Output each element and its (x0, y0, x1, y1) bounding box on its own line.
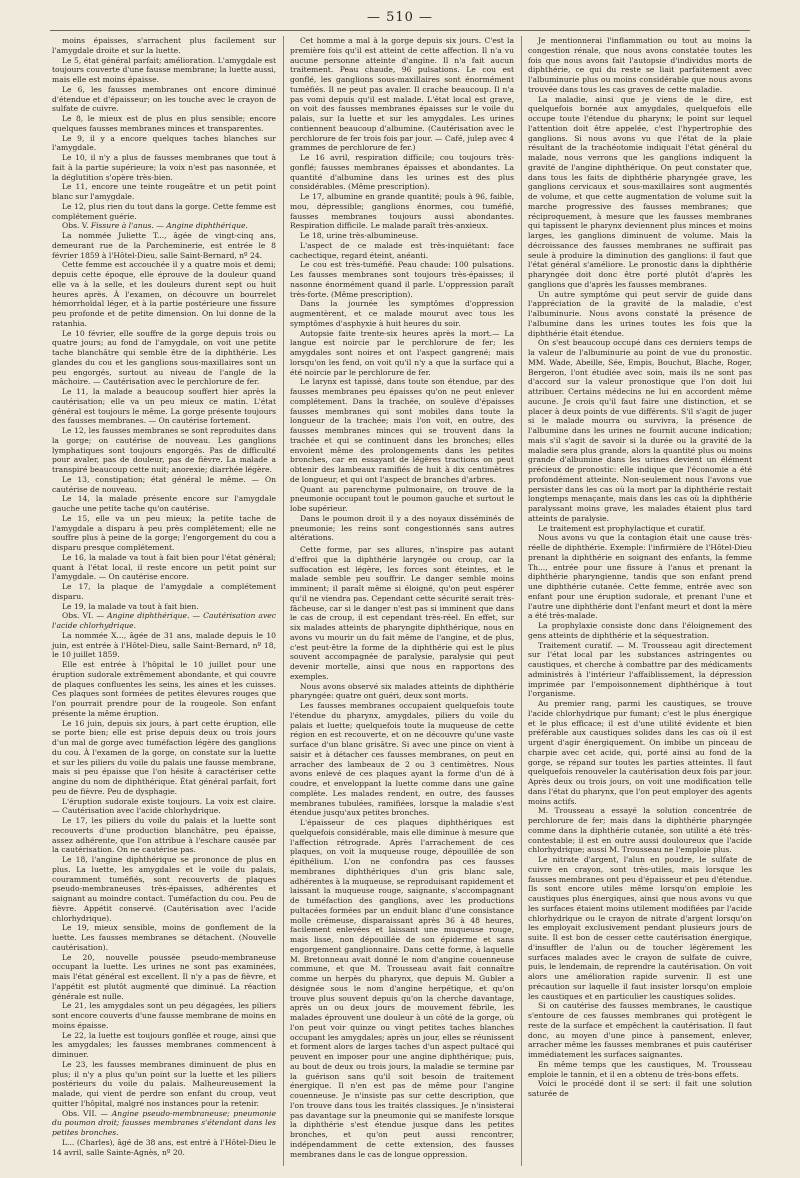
paragraph: Le 16, la malade va tout à fait bien pour l'état général; quant à l'état local, il reste encore un petit point sur l'amygdale. — On cautérise encore. (52, 552, 276, 582)
paragraph: M. Trousseau a essayé la solution concentrée de perchlorure de fer; mais dans la diphthérie pharyngée comme dans la diphthérie cutanée, son utilité a été très-contestable; il est en outre aussi douloureux que l'acide chlorhydrique; aussi M. Trousseau ne l'emploie plus. (528, 806, 752, 855)
paragraph: Le 16 juin, depuis six jours, à part cette éruption, elle se porte bien; elle est prise depuis deux ou trois jours d'un mal de gorge avec tuméfaction légère des ganglions du cou. À l'examen de la gorge, on constate sur la luette et sur les piliers du voile du palais une fausse membrane, mais si peu épaisse que l'on hésite à caractériser cette angine du nom de diphthérique. État général parfait, fort peu de fièvre. Peu de dysphagie. (52, 718, 276, 796)
paragraph: Le 11, encore une teinte rougeâtre et un petit point blanc sur l'amygdale. (52, 182, 276, 201)
paragraph: Traitement curatif. — M. Trousseau agit directement sur l'état local par les substances astringentes ou caustiques, et cherche à combattre par des médicaments administrés à l'intérieur l'affaiblissement, la dépression imprimée par l'empoisonnement diphthérique à tout l'organisme. (528, 640, 752, 699)
paragraph: Le 9, il y a encore quelques taches blanches sur l'amygdale. (52, 133, 276, 153)
paragraph: Le 22, la luette est toujours gonflée et rouge, ainsi que les amygdales; les fausses membranes commencent à diminuer. (52, 1030, 276, 1059)
paragraph: Le 17, la plaque de l'amygdale a complétement disparu. (52, 582, 276, 601)
paragraph: Le 16 avril, respiration difficile; cou toujours très-gonflé; fausses membranes épaisses et abondantes. La quantité d'albumine dans les urines est des plus considérables. (Même prescription). (290, 153, 514, 192)
paragraph: La nommée Juliette T..., âgée de vingt-cinq ans, demeurant rue de la Parcheminerie, est entrée le 8 février 1859 à l'Hôtel-Dieu, salle Saint-Bernard, nº 24. (52, 231, 276, 260)
paragraph: Je mentionnerai l'inflammation ou tout au moins la congestion rénale, que nous avons constatée toutes les fois que nous avons fait l'autopsie d'individus morts de diphthérie, ce qui du reste se liait parfaitement avec l'albuminurie plus ou moins considérable que nous avons trouvée dans tous les cas graves de cette maladie. (528, 36, 752, 94)
paragraph: Le 15, elle va un peu mieux; la petite tache de l'amygdale a disparu à peu près complétement; elle ne souffre plus à peine de la gorge; l'engorgement du cou a disparu presque complétement. (52, 513, 276, 552)
paragraph: Le 13, constipation; état général le même. — On cautérise de nouveau. (52, 474, 276, 494)
observation-label: Obs. VI. (62, 611, 94, 621)
paragraph: Dans le poumon droit il y a des noyaux disséminés de pneumonie; les reins sont congestionnés sans autres altérations. (290, 513, 514, 543)
paragraph: En même temps que les caustiques, M. Trousseau emploie le tannin, et il en a obtenu de très-bons effets. (528, 1059, 752, 1079)
paragraph: La maladie, ainsi que je viens de le dire, est quelquefois bornée aux amygdales, quelquefois elle occupe toute l'étendue du pharynx; le point sur lequel l'attention doit être appelée, c'est l'hypertrophie des ganglions. Si nous avons vu que l'état de la plaie résultant de la trachéotomie indiquait l'état général du malade, nous verrons que les ganglions indiquent la gravité de l'angine diphthérique. On peut constater que, dans tous les faits de diphthérie pharyngée grave, les ganglions cervicaux et sous-maxillaires sont augmentés de volume, et que cette augmentation de volume suit la marche progressive des fausses membranes; que réciproquement, à mesure que les fausses membranes qui tapissent le pharynx deviennent plus minces et moins larges, les ganglions diminuent de volume. Mais la décroissance des fausses membranes ne suffirait pas seule à produire la diminution des ganglions: il faut que l'état général s'améliore. Le pronostic dans la diphthérie pharyngée doit donc être porté plutôt d'après les ganglions que d'après les fausses membranes. (528, 94, 752, 289)
paragraph: Le 10 février, elle souffre de la gorge depuis trois ou quatre jours; au fond de l'amygdale, on voit une petite tache blanchâtre qui semble être de la diphthérie. Les glandes du cou et les ganglions sous-maxillaires sont un peu engorgés, surtout au niveau de l'angle de la mâchoire. — Cautérisation avec le perchlorure de fer. (52, 328, 276, 387)
paragraph: Nous avons vu que la contagion était une cause très-réelle de diphthérie. Exemple: l'infirmière de l'Hôtel-Dieu prenant la diphthérie en soignant des enfants, la femme Th..., entrée pour une fissure à l'anus et prenant la diphthérie pharyngienne, tandis que son enfant prend une diphthérie cutanée. Cette femme, entrée avec son enfant pour une éruption sudorale, et prenant l'une et l'autre une diphthérie dont l'enfant meurt et dont la mère a été très-malade. (528, 533, 752, 621)
observation-title: — Angine pseudo-membraneuse; pneumonie du poumon droit; fausses membranes s'étendant dans les petites bronches. (52, 1108, 276, 1137)
paragraph: Cette femme est accouchée il y a quatre mois et demi; depuis cette époque, elle éprouve de la douleur quand elle va à la selle, et les douleurs durent sept ou huit heures après. À l'examen, on découvre un bourrelet hémorrhoïdal léger, et à la partie postérieure une fissure peu profonde et de petite dimension. On lui donne de la ratanhia. (52, 260, 276, 328)
paragraph: Le 5, état général parfait; amélioration. L'amygdale est toujours couverte d'une fausse membrane; la luette aussi, mais elle est moins épaisse. (52, 55, 276, 84)
paragraph: Le 17, albumine en grande quantité; pouls à 96, faible, mou, dépressible; ganglions énormes, cou tuméfié, fausses membranes toujours aussi abondantes. Respiration difficile. Le malade paraît très-anxieux. (290, 192, 514, 231)
observation-label: Obs. V. (62, 221, 89, 231)
paragraph: Le 17, les piliers du voile du palais et la luette sont recouverts d'une production blanchâtre, peu épaisse, assez adhérente, que l'on attribue à l'eschare causée par la cautérisation. On ne cautérise pas. (52, 816, 276, 855)
page-number: — 510 — (366, 10, 434, 25)
paragraph: Le 8, le mieux est de plus en plus sensible; encore quelques fausses membranes minces et transparentes. (52, 114, 276, 133)
observation-heading (52, 1109, 276, 1138)
paragraph: Nous avons observé six malades atteints de diphthérie pharyngée: quatre ont guéri, deux sont morts. (290, 681, 514, 701)
observation-heading (52, 611, 276, 631)
paragraph: Le 14, la malade présente encore sur l'amygdale gauche une petite tache qu'on cautérise. (52, 494, 276, 513)
paragraph: On s'est beaucoup occupé dans ces derniers temps de la valeur de l'albuminurie au point de vue du pronostic. MM. Wade, Abeille, Sée, Empis, Bouchut, Blache, Roger, Bergeron, l'ont étudiée avec soin, mais ils ne sont pas d'accord sur la valeur pronostique que l'on doit lui attribuer. Certains médecins ne lui en accordent même aucune. Je crois qu'il faut faire une distinction, et se placer à deux points de vue différents. S'il s'agit de juger si le malade mourra ou survivra, la présence de l'albumine dans les urines ne fournit aucune indication; mais s'il s'agit de savoir si la durée ou la gravité de la maladie sera plus grande, alors la quantité plus ou moins grande d'albumine dans les urines devient un élément précieux de pronostic: elle indique que l'économie a été profondément atteinte. Non-seulement nous l'avons vue persister dans les cas où la mort par la diphthérie restait longtemps menaçante, mais dans les cas où la diphthérie paralyssant moins grave, les malades étaient plus tard atteints de paralysie. (528, 338, 752, 523)
article-columns (52, 36, 752, 1166)
paragraph: L'épaisseur de ces plaques diphthériques est quelquefois considérable, mais elle diminue à mesure que l'affection rétrograde. Après l'arrachement de ces plaques, on voit la muqueuse rouge, dépouillée de son épithélium. L'on ne confondra pas ces fausses membranes diphthériques d'un gris blanc sale, adhérentes à la muqueuse, se reproduisant rapidement et laissant la muqueuse rouge, saignante, s'accompagnant de tuméfaction des ganglions, avec les productions pultacées formées par un enduit blanc d'une consistance molle crémeuse, disparaissant après 36 à 48 heures, facilement enlevées et laissant une muqueuse rouge, mais lisse, non dépouillée de son épiderme et sans engorgement ganglionnaire. Dans cette forme, à laquelle M. Bretonneau avait donné le nom d'angine couenneuse commune, et que M. Trousseau avait fait connaître comme un herpès du pharynx, que depuis M. Gubler a désignée sous le nom d'angine herpétique, et qu'on trouve plus souvent depuis qu'on la cherche davantage, après un ou deux jours de mouvement fébrile, les malades éprouvent une douleur à un côté de la gorge, où l'on peut voir quinze ou vingt petites taches blanches occupant les amygdales; après un jour, elles se réunissent et forment alors de larges taches d'un aspect pultacé qui peuvent en imposer pour une angine diphthérique; puis, au bout de deux ou trois jours, la maladie se termine par la guérison sans qu'il soit besoin de traitement énergique. Il n'en est pas de même pour l'angine couenneuse. Je n'insiste pas sur cette description, que l'on trouve dans tous les traités classiques. Je n'insisterai pas davantage sur la pneumonie qui se manifeste lorsque la diphthérie s'est étendue jusque dans les petites bronches, et qu'on peut aussi rencontrer, indépendamment de cette extension, des fausses membranes dans le cas de longue oppression. (290, 818, 514, 1159)
paragraph: Le 12, les fausses membranes se sont reproduites dans la gorge; on cautérise de nouveau. Les ganglions lymphatiques sont toujours engorgés. Pas de difficulté pour avaler, pas de douleur, pas de fièvre. La malade a transpiré beaucoup cette nuit; anorexie; diarrhée légère. (52, 426, 276, 474)
paragraph: Le nitrate d'argent, l'alun en poudre, le sulfate de cuivre en crayon, sont très-utiles, mais lorsque les fausses membranes ont peu d'épaisseur et peu d'étendue. Ils sont encore utiles même lorsqu'on emploie les caustiques plus énergiques, ainsi que nous avons vu que les surfaces étaient moins utilement modifiées par l'acide chlorhydrique ou le crayon de nitrate d'argent lorsqu'on les employait exclusivement pendant plusieurs jours de suite. Il est bon de cesser cette cautérisation énergique, d'insuffler de l'alun ou de toucher légèrement les surfaces malades avec le crayon de sulfate de cuivre, puis, le lendemain, de reprendre la cautérisation. On voit alors une amélioration rapide survenir. Il est une précaution sur laquelle il faut insister lorsqu'on emploie les caustiques et en particulier les caustiques solides. (528, 855, 752, 1001)
paragraph: L'éruption sudorale existe toujours. La voix est claire. — Cautérisation avec l'acide chlorhydrique. (52, 796, 276, 816)
observation-heading (52, 221, 276, 231)
paragraph: Cette forme, par ses allures, n'inspire pas autant d'effroi que la diphthérie laryngée ou croup, car la suffocation est légère, les forces sont éteintes, et le malade semble peu souffrir. Le danger semble moins imminent; il paraît même si éloigné, qu'on peut espérer qu'il ne viendra pas. Cependant cette sécurité serait très-fâcheuse, car si le danger n'est pas si imminent que dans le cas de croup, il est cependant très-réel. En effet, sur six malades atteints de pharyngite diphthérique, nous en avons vu mourir un du fait même de l'angine, et de plus, c'est peut-être la forme de la diphthérie qui est le plus souvent accompagnée de paralysie, paralysie qui peut devenir mortelle, ainsi que nous en rapportons des exemples. (290, 545, 514, 681)
paragraph: Dans la journée les symptômes d'oppression augmentèrent, et ce malade mourut avec tous les symptômes d'asphyxie à huit heures du soir. (290, 299, 514, 328)
paragraph: Le 19, mieux sensible, moins de gonflement de la luette. Les fausses membranes se détachent. (Nouvelle cautérisation). (52, 923, 276, 952)
paragraph: Le 18, urine très-albumineuse. (300, 231, 419, 240)
observation-title: — Angine diphthérique. — Cautérisation avec l'acide chlorhydrique. (52, 611, 276, 630)
paragraph: Un autre symptôme qui peut servir de guide dans l'appréciation de la gravité de la maladie, c'est l'albuminurie. Nous avons constaté la présence de l'albumine dans les urines toutes les fois que la diphthérie était étendue. (528, 289, 752, 338)
paragraph: moins épaisses, s'arrachent plus facilement sur l'amygdale droite et sur la luette. (52, 36, 276, 55)
observation-label: Obs. VII. (62, 1108, 97, 1118)
paragraph: Le 20, nouvelle poussée pseudo-membraneuse occupant la luette. Les urines ne sont pas examinées, mais l'état général est excellent. Il n'y a pas de fièvre, et l'appétit est plutôt augmenté que diminué. La réaction générale est nulle. (52, 952, 276, 1001)
paragraph: Le 19, la malade va tout à fait bien. (62, 601, 199, 611)
paragraph: Le larynx est tapissé, dans toute son étendue, par des fausses membranes peu épaisses qu'on ne peut enlever complétement. Dans la trachée, on soulève d'épaisses fausses membranes qui sont mobiles dans toute la longueur de la trachée; mais l'on voit, en outre, des fausses membranes minces qui se trouvent dans la trachée et qui se continuent dans les bronches; elles envoient même des prolongements dans les petites bronches, car en essayant de légères tractions on peut obtenir des lambeaux ramifiés de huit à dix centimètres de longueur, et qui ont l'aspect de branches d'arbres. (290, 377, 514, 484)
paragraph: La nommée X..., âgée de 31 ans, malade depuis le 10 juin, est entrée à l'Hôtel-Dieu, salle Saint-Bernard, nº 18, le 10 juillet 1859. (52, 630, 276, 660)
paragraph: La prophylaxie consiste donc dans l'éloignement des gens atteints de diphthérie et la séquestration. (528, 621, 752, 640)
observation-title: Fissure à l'anus. — Angine diphthérique. (90, 221, 248, 231)
paragraph: Voici le procédé dont il se sert: il fait une solution saturée de (528, 1079, 752, 1098)
paragraph: Cet homme a mal à la gorge depuis six jours. C'est la première fois qu'il est atteint de cette affection. Il n'a vu aucune personne atteinte d'angine. Il n'a fait aucun traitement. Peau chaude, 96 pulsations. Le cou est gonflé, les ganglions sous-maxillaires sont énormément tuméfiés. Il ne peut pas avaler. Il crache beaucoup. Il n'a pas vomi depuis qu'il est malade. L'état local est grave, on voit des fausses membranes épaisses sur le voile du palais, sur la luette et sur les amygdales. Les urines contiennent beaucoup d'albumine. (Cautérisation avec le perchlorure de fer trois fois par jour. — Café, julep avec 4 grammes de perchlorure de fer.) (290, 36, 514, 153)
paragraph: Le 10, il n'y a plus de fausses membranes que tout à fait à la partie supérieure; la voix n'est pas nasonnée, et la déglutition s'opère très-bien. (52, 153, 276, 182)
paragraph: Le traitement est prophylactique et curatif. (538, 523, 706, 533)
paragraph: L... (Charles), âgé de 38 ans, est entré à l'Hôtel-Dieu le 14 avril, salle Sainte-Agnès, nº 20. (52, 1137, 276, 1157)
paragraph: Le 18, l'angine diphthérique se prononce de plus en plus. La luette, les amygdales et le voile du palais, couramment tuméfiés, sont recouverts de plaques pseudo-membraneuses très-épaisses, adhérentes et saignant au moindre contact. Tuméfaction du cou. Peu de fièvre. Appétit conservé. (Cautérisation avec l'acide chlorhydrique). (52, 855, 276, 923)
paragraph: L'aspect de ce malade est très-inquiétant: face cachectique, regard éteint, anéanti. (290, 240, 514, 260)
paragraph: Le 12, plus rien du tout dans la gorge. Cette femme est complétement guérie. (52, 201, 276, 221)
paragraph: Le 11, la malade a beaucoup souffert hier après la cautérisation; elle va un peu mieux ce matin. L'état général est toujours le même. La gorge présente toujours des fausses membranes. — On cautérise fortement. (52, 387, 276, 426)
paragraph: Autopsie faite trente-six heures après la mort.— La langue est noircie par le perchlorure de fer; les amygdales sont noires et ont l'aspect gangrené; mais lorsqu'on les fend, on voit qu'il n'y a que la surface qui a été noircie par le perchlorure de fer. (290, 328, 514, 377)
paragraph: Le 23, les fausses membranes diminuent de plus en plus; il n'y a plus qu'un point sur la luette et les piliers postérieurs du voile du palais. Malheureusement la malade, qui vient de perdre son enfant du croup, veut quitter l'hôpital, malgré nos instances pour la retenir. (52, 1059, 276, 1108)
paragraph: Le cou est très-tuméfié. Peau chaude: 100 pulsations. Les fausses membranes sont toujours très-épaisses; il nasonne énormément quand il parle. L'oppression paraît très-forte. (Même prescription). (290, 260, 514, 299)
paragraph: Le 21, les amygdales sont un peu dégagées, les piliers sont encore couverts d'une fausse membrane de moins en moins épaisse. (52, 1001, 276, 1030)
paragraph: Les fausses membranes occupaient quelquefois toute l'étendue du pharynx, amygdales, piliers du voile du palais et luette; quelquefois toute la muqueuse de cette région en est recouverte, et on ne découvre qu'une vaste surface d'un blanc grisâtre. Si avec une pince on vient à saisir et à détacher ces fausses membranes, on peut en arracher des lambeaux de 2 ou 3 centimètres. Nous avons enlevé de ces plaques ayant la forme d'un dé à coudre, et enveloppant la luette comme dans une gaîne complète. Les malades rendent, en outre, des fausses membranes tubulées, ramifiées, lorsque la maladie s'est étendue jusqu'aux petites bronches. (290, 701, 514, 818)
header-rule (50, 30, 750, 31)
paragraph: Le 6, les fausses membranes ont encore diminué d'étendue et d'épaisseur; on les touche avec le crayon de sulfate de cuivre. (52, 84, 276, 114)
paragraph: Quant au parenchyme pulmonaire, on trouve de la pneumonie occupant tout le poumon gauche et surtout le lobe supérieur. (290, 484, 514, 513)
paragraph: Si on cautérise des fausses membranes, le caustique s'entoure de ces fausses membranes qui protègent le reste de la surface et empêchent la cautérisation. Il faut donc, au moyen d'une pince à pansement, enlever, arracher même les fausses membranes et puis cautériser immédiatement les surfaces saignantes. (528, 1001, 752, 1059)
paragraph: Elle est entrée à l'hôpital le 10 juillet pour une éruption sudorale extrêmement abondante, et qui couvre de plaques confluentes les seins, les aines et les cuisses. Ces plaques sont formées de petites élevures rouges que l'on pourrait prendre pour de la rougeole. Son enfant présente la même éruption. (52, 660, 276, 718)
paragraph: Au premier rang, parmi les caustiques, se trouve l'acide chlorhydrique pur fumant; c'est le plus énergique et le plus efficace; il est d'une utilité évidente et bien préférable aux caustiques solides dans les cas où il est urgent d'agir énergiquement. On imbibe un pinceau de charpie avec cet acide, qui, porté ainsi au fond de la gorge, se répand sur toutes les parties atteintes. Il faut quelquefois renouveler la cautérisation deux fois par jour. Après deux ou trois jours, on voit une modification telle dans l'état du pharynx, que l'on peut employer des agents moins actifs. (528, 699, 752, 806)
